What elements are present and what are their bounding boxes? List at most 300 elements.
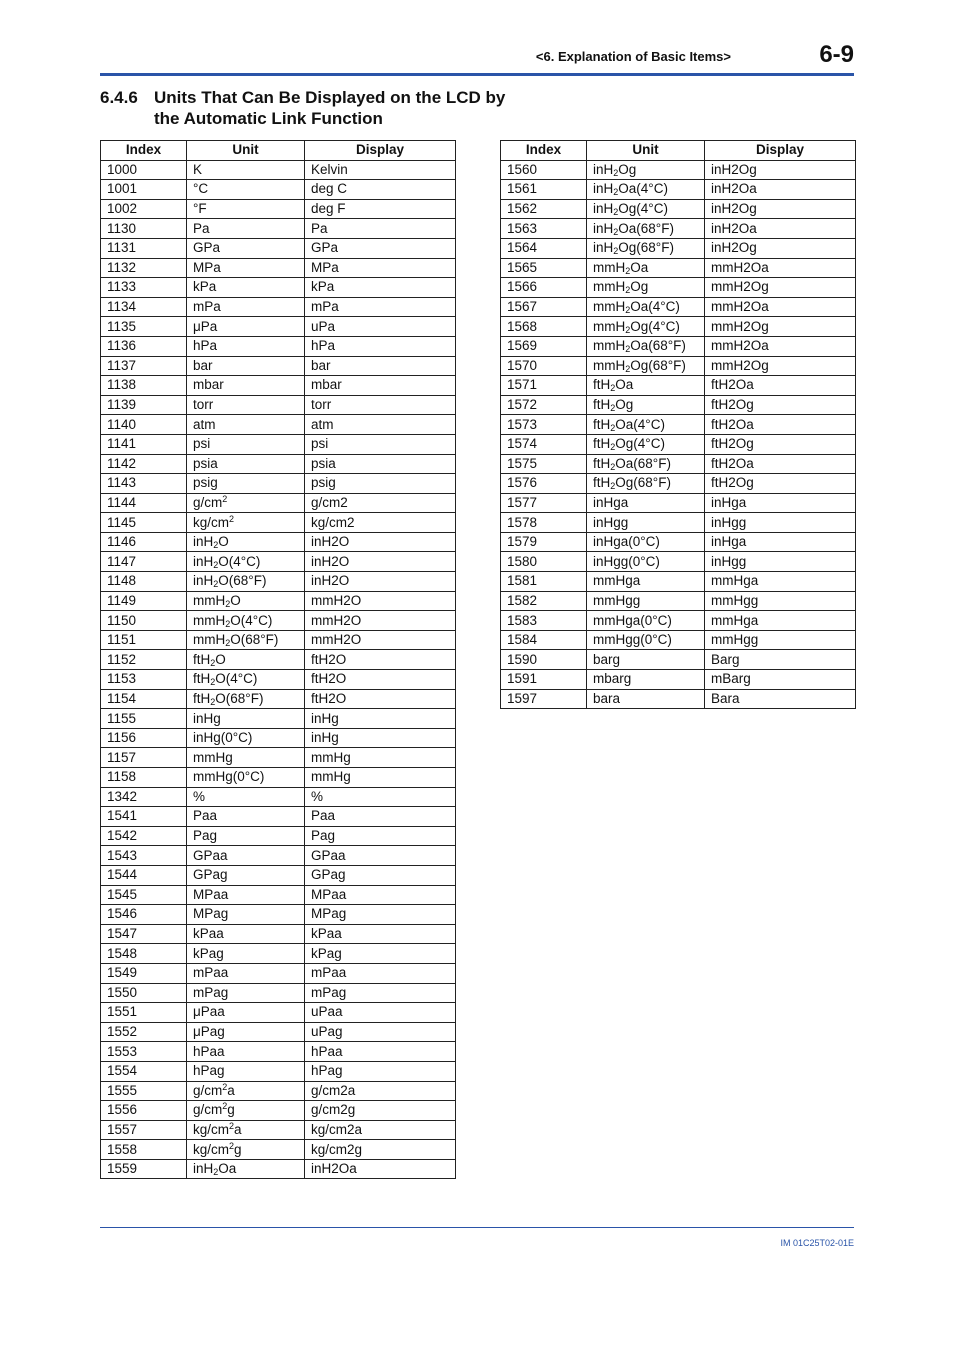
cell-index: 1139 [101,395,187,415]
table-row [101,865,456,885]
cell-display: mmH2Og [705,356,856,376]
cell-display: mmHga [705,611,856,631]
cell-index: 1556 [101,1101,187,1121]
cell-unit: Pag [187,826,305,846]
cell-unit: inH$_2$O [187,532,305,552]
table-row [101,376,456,396]
cell-unit: mmHga(0°C) [587,611,705,631]
cell-index: 1545 [101,885,187,905]
table-row [101,474,456,494]
cell-display: mmH2Oa [705,297,856,317]
table-row [501,689,856,709]
cell-display: mmH2O [305,591,456,611]
cell-index: 1133 [101,278,187,298]
table-row [101,768,456,788]
column-header-display: Display [705,141,856,161]
cell-display: mmH2O [305,630,456,650]
cell-unit: mPa [187,297,305,317]
table-row [501,572,856,592]
cell-display: atm [305,415,456,435]
cell-display: ftH2Og [705,395,856,415]
cell-unit: GPa [187,238,305,258]
table-row [101,317,456,337]
cell-unit: GPaa [187,846,305,866]
cell-display: inH2Og [705,199,856,219]
table-row [501,670,856,690]
table-row [101,591,456,611]
table-row [101,532,456,552]
table-row [101,180,456,200]
table-row [101,1022,456,1042]
table-row [101,689,456,709]
table-row [101,1140,456,1160]
cell-index: 1581 [501,572,587,592]
cell-index: 1576 [501,474,587,494]
cell-unit: MPaa [187,885,305,905]
table-row [501,434,856,454]
cell-display: MPag [305,905,456,925]
cell-unit: ftH$_2$O(4°C) [187,670,305,690]
cell-display: inH2Og [705,160,856,180]
cell-index: 1565 [501,258,587,278]
table-row [501,591,856,611]
cell-display: Pa [305,219,456,239]
cell-display: inHg [305,728,456,748]
cell-unit: inH$_2$Og(68°F) [587,238,705,258]
table-row [501,650,856,670]
cell-display: MPa [305,258,456,278]
cell-display: ftH2O [305,650,456,670]
cell-index: 1342 [101,787,187,807]
cell-display: g/cm2g [305,1101,456,1121]
cell-unit: inH$_2$O(68°F) [187,572,305,592]
cell-display: mPaa [305,963,456,983]
cell-display: mmH2Oa [705,336,856,356]
cell-unit: mmHga [587,572,705,592]
cell-unit: ftH$_2$Og(68°F) [587,474,705,494]
table-row [101,1081,456,1101]
cell-unit: inH$_2$Oa(4°C) [587,180,705,200]
table-row [501,258,856,278]
cell-unit: atm [187,415,305,435]
cell-display: kg/cm2g [305,1140,456,1160]
cell-display: deg C [305,180,456,200]
cell-unit: psig [187,474,305,494]
cell-display: Kelvin [305,160,456,180]
table-row [501,474,856,494]
cell-display: kPa [305,278,456,298]
table-row [501,199,856,219]
table-row [501,611,856,631]
cell-unit: ftH$_2$Oa(68°F) [587,454,705,474]
cell-display: inH2Og [705,238,856,258]
cell-display: Paa [305,807,456,827]
cell-unit: inHgg [587,513,705,533]
cell-index: 1546 [101,905,187,925]
cell-unit: barg [587,650,705,670]
cell-display: inH2Oa [305,1159,456,1179]
cell-unit: Pa [187,219,305,239]
cell-unit: $g/cm^2a$ [187,1081,305,1101]
cell-index: 1544 [101,865,187,885]
cell-index: 1560 [501,160,587,180]
cell-display: GPa [305,238,456,258]
table-row [501,395,856,415]
table-row [501,513,856,533]
table-row [101,199,456,219]
cell-display: mmHg [305,768,456,788]
cell-unit: μPa [187,317,305,337]
table-row [101,238,456,258]
cell-unit: °C [187,180,305,200]
cell-display: kPaa [305,924,456,944]
cell-display: mBarg [705,670,856,690]
cell-index: 1152 [101,650,187,670]
cell-unit: mmH$_2$Oa(4°C) [587,297,705,317]
cell-display: mmH2Og [705,278,856,298]
cell-index: 1567 [501,297,587,317]
table-row [101,905,456,925]
table-row [501,493,856,513]
cell-index: 1156 [101,728,187,748]
cell-display: bar [305,356,456,376]
cell-unit: inH$_2$O(4°C) [187,552,305,572]
cell-index: 1134 [101,297,187,317]
table-row [501,160,856,180]
cell-unit: inHga(0°C) [587,532,705,552]
cell-index: 1575 [501,454,587,474]
cell-index: 1551 [101,1003,187,1023]
cell-unit: mmH$_2$Oa [587,258,705,278]
cell-display: mPa [305,297,456,317]
section-title-text: Units That Can Be Displayed on the LCD by the Automatic Link Function [154,88,506,128]
table-row [101,787,456,807]
cell-unit: μPaa [187,1003,305,1023]
cell-unit: mmH$_2$Og [587,278,705,298]
cell-index: 1584 [501,630,587,650]
cell-unit: mmH$_2$O(4°C) [187,611,305,631]
table-row [501,552,856,572]
cell-display: GPaa [305,846,456,866]
cell-index: 1543 [101,846,187,866]
document-number: IM 01C25T02-01E [780,1238,854,1248]
cell-unit: mbarg [587,670,705,690]
cell-unit: hPaa [187,1042,305,1062]
cell-display: ftH2Oa [705,376,856,396]
cell-index: 1580 [501,552,587,572]
table-row [501,180,856,200]
table-row [101,493,456,513]
table-row [101,630,456,650]
cell-index: 1583 [501,611,587,631]
page-number: 6-9 [819,41,854,68]
cell-display: GPag [305,865,456,885]
cell-unit: % [187,787,305,807]
cell-display: inH2Oa [705,219,856,239]
cell-index: 1590 [501,650,587,670]
table-row [501,317,856,337]
cell-display: mbar [305,376,456,396]
cell-display: mmHgg [705,591,856,611]
cell-index: 1135 [101,317,187,337]
cell-display: inHgg [705,513,856,533]
cell-display: inHgg [705,552,856,572]
table-row [101,846,456,866]
cell-index: 1561 [501,180,587,200]
cell-display: psia [305,454,456,474]
cell-index: 1555 [101,1081,187,1101]
cell-unit: inHga [587,493,705,513]
cell-index: 1597 [501,689,587,709]
cell-index: 1552 [101,1022,187,1042]
cell-display: kPag [305,944,456,964]
cell-unit: MPa [187,258,305,278]
table-row [101,454,456,474]
cell-unit: GPag [187,865,305,885]
table-row [101,611,456,631]
cell-unit: inHg(0°C) [187,728,305,748]
cell-unit: hPag [187,1061,305,1081]
cell-index: 1579 [501,532,587,552]
table-row [101,924,456,944]
cell-unit: $g/cm^2$ [187,493,305,513]
cell-index: 1153 [101,670,187,690]
cell-index: 1132 [101,258,187,278]
table-row [101,395,456,415]
cell-unit: bara [587,689,705,709]
cell-index: 1574 [501,434,587,454]
column-header-unit: Unit [187,141,305,161]
cell-index: 1553 [101,1042,187,1062]
cell-index: 1542 [101,826,187,846]
table-row [101,219,456,239]
cell-unit: mPaa [187,963,305,983]
cell-index: 1549 [101,963,187,983]
cell-display: MPaa [305,885,456,905]
table-row [101,807,456,827]
cell-unit: mbar [187,376,305,396]
table-row [101,885,456,905]
cell-index: 1591 [501,670,587,690]
table-row [101,258,456,278]
cell-unit: $kg/cm^2a$ [187,1120,305,1140]
column-header-index: Index [501,141,587,161]
table-row [101,434,456,454]
table-row [101,728,456,748]
cell-index: 1569 [501,336,587,356]
cell-unit: psi [187,434,305,454]
table-row [101,748,456,768]
cell-index: 1559 [101,1159,187,1179]
table-row [101,1101,456,1121]
cell-unit: $g/cm^2g$ [187,1101,305,1121]
cell-unit: μPag [187,1022,305,1042]
footer-rule [100,1227,854,1228]
table-row [501,278,856,298]
cell-unit: inH$_2$Og [587,160,705,180]
cell-index: 1146 [101,532,187,552]
table-row [101,572,456,592]
cell-display: ftH2Og [705,474,856,494]
cell-unit: inH$_2$Og(4°C) [587,199,705,219]
units-table-right [500,140,856,709]
cell-index: 1573 [501,415,587,435]
cell-unit: bar [187,356,305,376]
cell-unit: MPag [187,905,305,925]
cell-display: inHga [705,493,856,513]
cell-display: torr [305,395,456,415]
cell-index: 1150 [101,611,187,631]
table-header-row [101,141,456,161]
cell-display: mmH2Oa [705,258,856,278]
table-row [101,1159,456,1179]
column-header-unit: Unit [587,141,705,161]
cell-display: ftH2Oa [705,415,856,435]
cell-display: mmHga [705,572,856,592]
cell-display: mPag [305,983,456,1003]
cell-unit: kPaa [187,924,305,944]
cell-display: g/cm2 [305,493,456,513]
cell-display: deg F [305,199,456,219]
cell-display: inHga [705,532,856,552]
table-row [501,454,856,474]
cell-index: 1155 [101,709,187,729]
cell-unit: mmHgg(0°C) [587,630,705,650]
cell-index: 1137 [101,356,187,376]
table-row [501,238,856,258]
cell-display: ftH2Oa [705,454,856,474]
cell-index: 1143 [101,474,187,494]
cell-index: 1151 [101,630,187,650]
table-row [101,1042,456,1062]
cell-index: 1554 [101,1061,187,1081]
cell-index: 1141 [101,434,187,454]
table-row [101,1061,456,1081]
cell-unit: torr [187,395,305,415]
cell-unit: inHgg(0°C) [587,552,705,572]
column-header-index: Index [101,141,187,161]
header-rule [100,73,854,76]
table-row [501,219,856,239]
table-row [101,826,456,846]
cell-index: 1582 [501,591,587,611]
table-row [501,630,856,650]
cell-unit: mPag [187,983,305,1003]
cell-index: 1568 [501,317,587,337]
cell-index: 1578 [501,513,587,533]
cell-index: 1562 [501,199,587,219]
cell-unit: kPa [187,278,305,298]
cell-unit: ftH$_2$O(68°F) [187,689,305,709]
cell-display: inH2O [305,532,456,552]
cell-unit: mmHg [187,748,305,768]
table-row [101,1120,456,1140]
table-row [101,963,456,983]
cell-unit: inH$_2$Oa [187,1159,305,1179]
cell-display: ftH2O [305,689,456,709]
cell-unit: inHg [187,709,305,729]
table-row [101,336,456,356]
cell-index: 1001 [101,180,187,200]
cell-unit: hPa [187,336,305,356]
cell-index: 1550 [101,983,187,1003]
table-row [101,297,456,317]
cell-unit: mmHg(0°C) [187,768,305,788]
table-row [101,1003,456,1023]
table-row [501,415,856,435]
cell-index: 1149 [101,591,187,611]
cell-display: g/cm2a [305,1081,456,1101]
cell-display: uPag [305,1022,456,1042]
cell-index: 1138 [101,376,187,396]
cell-index: 1572 [501,395,587,415]
cell-index: 1142 [101,454,187,474]
cell-display: hPaa [305,1042,456,1062]
cell-index: 1557 [101,1120,187,1140]
cell-display: mmH2O [305,611,456,631]
cell-display: psig [305,474,456,494]
cell-index: 1147 [101,552,187,572]
cell-index: 1140 [101,415,187,435]
cell-display: mmHg [305,748,456,768]
table-row [501,376,856,396]
cell-unit: kPag [187,944,305,964]
table-row [501,356,856,376]
cell-display: ftH2O [305,670,456,690]
cell-display: mmHgg [705,630,856,650]
table-row [101,670,456,690]
cell-index: 1563 [501,219,587,239]
table-row [101,356,456,376]
cell-index: 1131 [101,238,187,258]
table-row [101,160,456,180]
table-row [101,650,456,670]
table-row [101,983,456,1003]
cell-index: 1564 [501,238,587,258]
cell-unit: $kg/cm^2$ [187,513,305,533]
cell-index: 1000 [101,160,187,180]
table-row [501,532,856,552]
cell-display: inHg [305,709,456,729]
cell-display: % [305,787,456,807]
cell-unit: mmH$_2$O(68°F) [187,630,305,650]
cell-unit: Paa [187,807,305,827]
table-row [501,297,856,317]
table-header-row [501,141,856,161]
cell-unit: ftH$_2$Og [587,395,705,415]
cell-index: 1154 [101,689,187,709]
cell-unit: K [187,160,305,180]
cell-display: Pag [305,826,456,846]
cell-unit: mmH$_2$Og(68°F) [587,356,705,376]
cell-index: 1570 [501,356,587,376]
cell-unit: °F [187,199,305,219]
cell-display: inH2O [305,552,456,572]
column-header-display: Display [305,141,456,161]
cell-index: 1571 [501,376,587,396]
cell-index: 1541 [101,807,187,827]
cell-index: 1548 [101,944,187,964]
table-row [101,278,456,298]
cell-index: 1558 [101,1140,187,1160]
section-header: <6. Explanation of Basic Items> [535,49,731,64]
cell-index: 1145 [101,513,187,533]
cell-display: kg/cm2a [305,1120,456,1140]
cell-unit: mmH$_2$O [187,591,305,611]
cell-index: 1144 [101,493,187,513]
cell-index: 1157 [101,748,187,768]
cell-unit: mmHgg [587,591,705,611]
